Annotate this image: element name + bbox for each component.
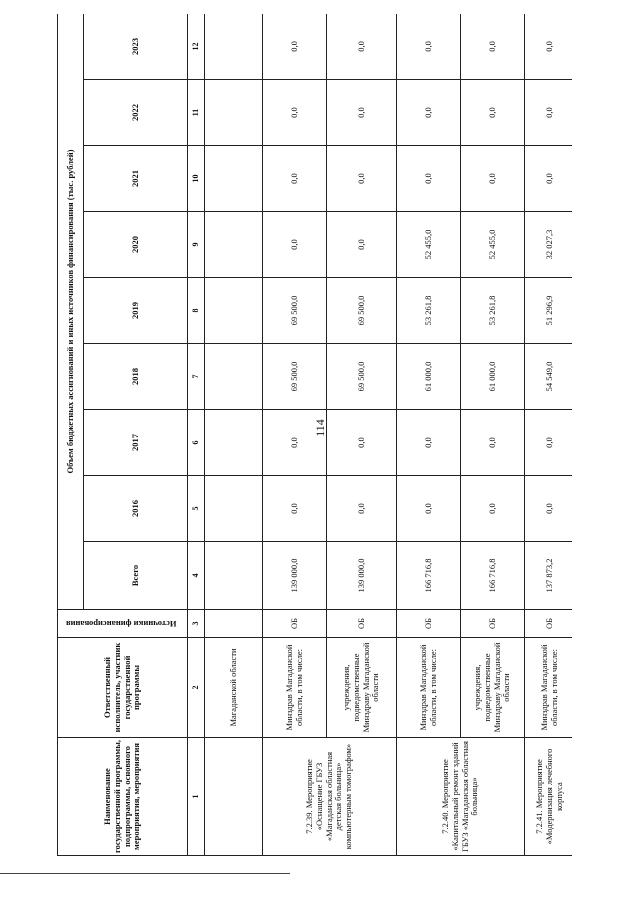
row-value: 0,0 — [461, 476, 525, 542]
header-year: 2019 — [84, 278, 188, 344]
row-value: 0,0 — [327, 410, 397, 476]
row-value: 0,0 — [327, 212, 397, 278]
row-value — [205, 146, 263, 212]
row-value: 0,0 — [525, 410, 573, 476]
row-total: 139 000,0 — [263, 542, 327, 610]
row-value: 0,0 — [461, 14, 525, 80]
row-value: 0,0 — [263, 14, 327, 80]
column-number: 3 — [188, 610, 205, 638]
column-number: 8 — [188, 278, 205, 344]
header-total: Всего — [84, 542, 188, 610]
header-executor: Ответственный исполнитель, участник государственной программы — [58, 638, 188, 738]
row-value: 0,0 — [461, 146, 525, 212]
column-number: 5 — [188, 476, 205, 542]
row-value: 0,0 — [263, 212, 327, 278]
table-row — [327, 14, 397, 856]
row-total: 139 000,0 — [327, 542, 397, 610]
row-value: 0,0 — [461, 410, 525, 476]
row-value: 53 261,8 — [397, 278, 461, 344]
row-executor: учреждения, подведомственные Минздраву Магаданской области — [327, 638, 397, 738]
table-row — [525, 14, 573, 856]
row-value: 0,0 — [525, 476, 573, 542]
row-source: ОБ — [461, 610, 525, 638]
row-name — [205, 738, 263, 856]
row-executor: Минздрав Магаданской области, в том числе: — [263, 638, 327, 738]
row-value — [205, 212, 263, 278]
row-value: 61 000,0 — [461, 344, 525, 410]
table-row — [397, 14, 461, 856]
row-value: 0,0 — [327, 146, 397, 212]
column-number: 12 — [188, 14, 205, 80]
column-number: 6 — [188, 410, 205, 476]
row-source — [205, 610, 263, 638]
row-value: 0,0 — [525, 14, 573, 80]
row-value — [205, 344, 263, 410]
table-row — [461, 14, 525, 856]
row-executor: Магаданской области — [205, 638, 263, 738]
row-value: 0,0 — [263, 80, 327, 146]
header-source — [58, 610, 188, 638]
page-number: 114 — [313, 419, 327, 437]
budget-table-container — [57, 14, 572, 856]
row-value: 32 027,3 — [525, 212, 573, 278]
row-value: 0,0 — [461, 80, 525, 146]
row-value: 54 549,0 — [525, 344, 573, 410]
row-value — [205, 278, 263, 344]
row-value — [205, 476, 263, 542]
budget-table — [57, 14, 572, 856]
row-value — [205, 410, 263, 476]
row-value: 0,0 — [263, 410, 327, 476]
row-value — [205, 80, 263, 146]
header-year: 2018 — [84, 344, 188, 410]
header-source-text: Источники финансирования — [65, 619, 177, 630]
row-value: 52 455,0 — [397, 212, 461, 278]
row-value: 0,0 — [525, 146, 573, 212]
row-executor: Минздрав Магаданской области, в том числе: — [397, 638, 461, 738]
row-value: 51 296,9 — [525, 278, 573, 344]
row-executor: учреждения, подведомственные Минздраву Магаданской области — [461, 638, 525, 738]
row-value: 0,0 — [397, 14, 461, 80]
row-name: 7.2.39. Мероприятие «Оснащение ГБУЗ «Магаданская областная детская больница» компьютерным томографом» — [263, 738, 397, 856]
column-number: 1 — [188, 738, 205, 856]
row-total — [205, 542, 263, 610]
footer-divider — [0, 873, 290, 874]
row-name: 7.2.41. Мероприятие «Модернизация лечебного корпуса — [525, 738, 573, 856]
row-value: 69 500,0 — [327, 278, 397, 344]
row-value: 0,0 — [397, 80, 461, 146]
row-value: 0,0 — [397, 146, 461, 212]
row-value: 52 455,0 — [461, 212, 525, 278]
header-year: 2020 — [84, 212, 188, 278]
row-total: 137 873,2 — [525, 542, 573, 610]
header-year: 2021 — [84, 146, 188, 212]
row-source: ОБ — [525, 610, 573, 638]
row-value: 0,0 — [263, 476, 327, 542]
row-value: 0,0 — [327, 14, 397, 80]
column-number: 4 — [188, 542, 205, 610]
table-row — [205, 14, 263, 856]
header-year: 2022 — [84, 80, 188, 146]
row-source: ОБ — [263, 610, 327, 638]
header-name: Наименование государственной программы, подпрограммы, основного мероприятия, мероприятия — [58, 738, 188, 856]
header-funding-group: Объем бюджетных ассигнований и иных источников финансирования (тыс. рублей) — [58, 14, 84, 610]
row-value: 0,0 — [397, 410, 461, 476]
column-number: 7 — [188, 344, 205, 410]
row-total: 166 716,8 — [461, 542, 525, 610]
column-number: 11 — [188, 80, 205, 146]
row-value: 0,0 — [327, 80, 397, 146]
header-year: 2017 — [84, 410, 188, 476]
row-value: 0,0 — [525, 80, 573, 146]
header-year: 2016 — [84, 476, 188, 542]
column-number: 2 — [188, 638, 205, 738]
row-source: ОБ — [397, 610, 461, 638]
row-total: 166 716,8 — [397, 542, 461, 610]
row-executor: Минздрав Магаданской области, в том числе: — [525, 638, 573, 738]
row-name: 7.2.40. Мероприятие «Капитальный ремонт зданий ГБУЗ «Магаданская областная больница» — [397, 738, 525, 856]
row-value: 0,0 — [327, 476, 397, 542]
header-year: 2023 — [84, 14, 188, 80]
row-value: 69 500,0 — [327, 344, 397, 410]
column-number-row — [188, 14, 205, 856]
column-number: 10 — [188, 146, 205, 212]
row-value — [205, 14, 263, 80]
column-number: 9 — [188, 212, 205, 278]
row-source: ОБ — [327, 610, 397, 638]
row-value: 0,0 — [263, 146, 327, 212]
row-value: 69 500,0 — [263, 344, 327, 410]
row-value: 69 500,0 — [263, 278, 327, 344]
row-value: 0,0 — [397, 476, 461, 542]
row-value: 61 000,0 — [397, 344, 461, 410]
table-row — [263, 14, 327, 856]
row-value: 53 261,8 — [461, 278, 525, 344]
